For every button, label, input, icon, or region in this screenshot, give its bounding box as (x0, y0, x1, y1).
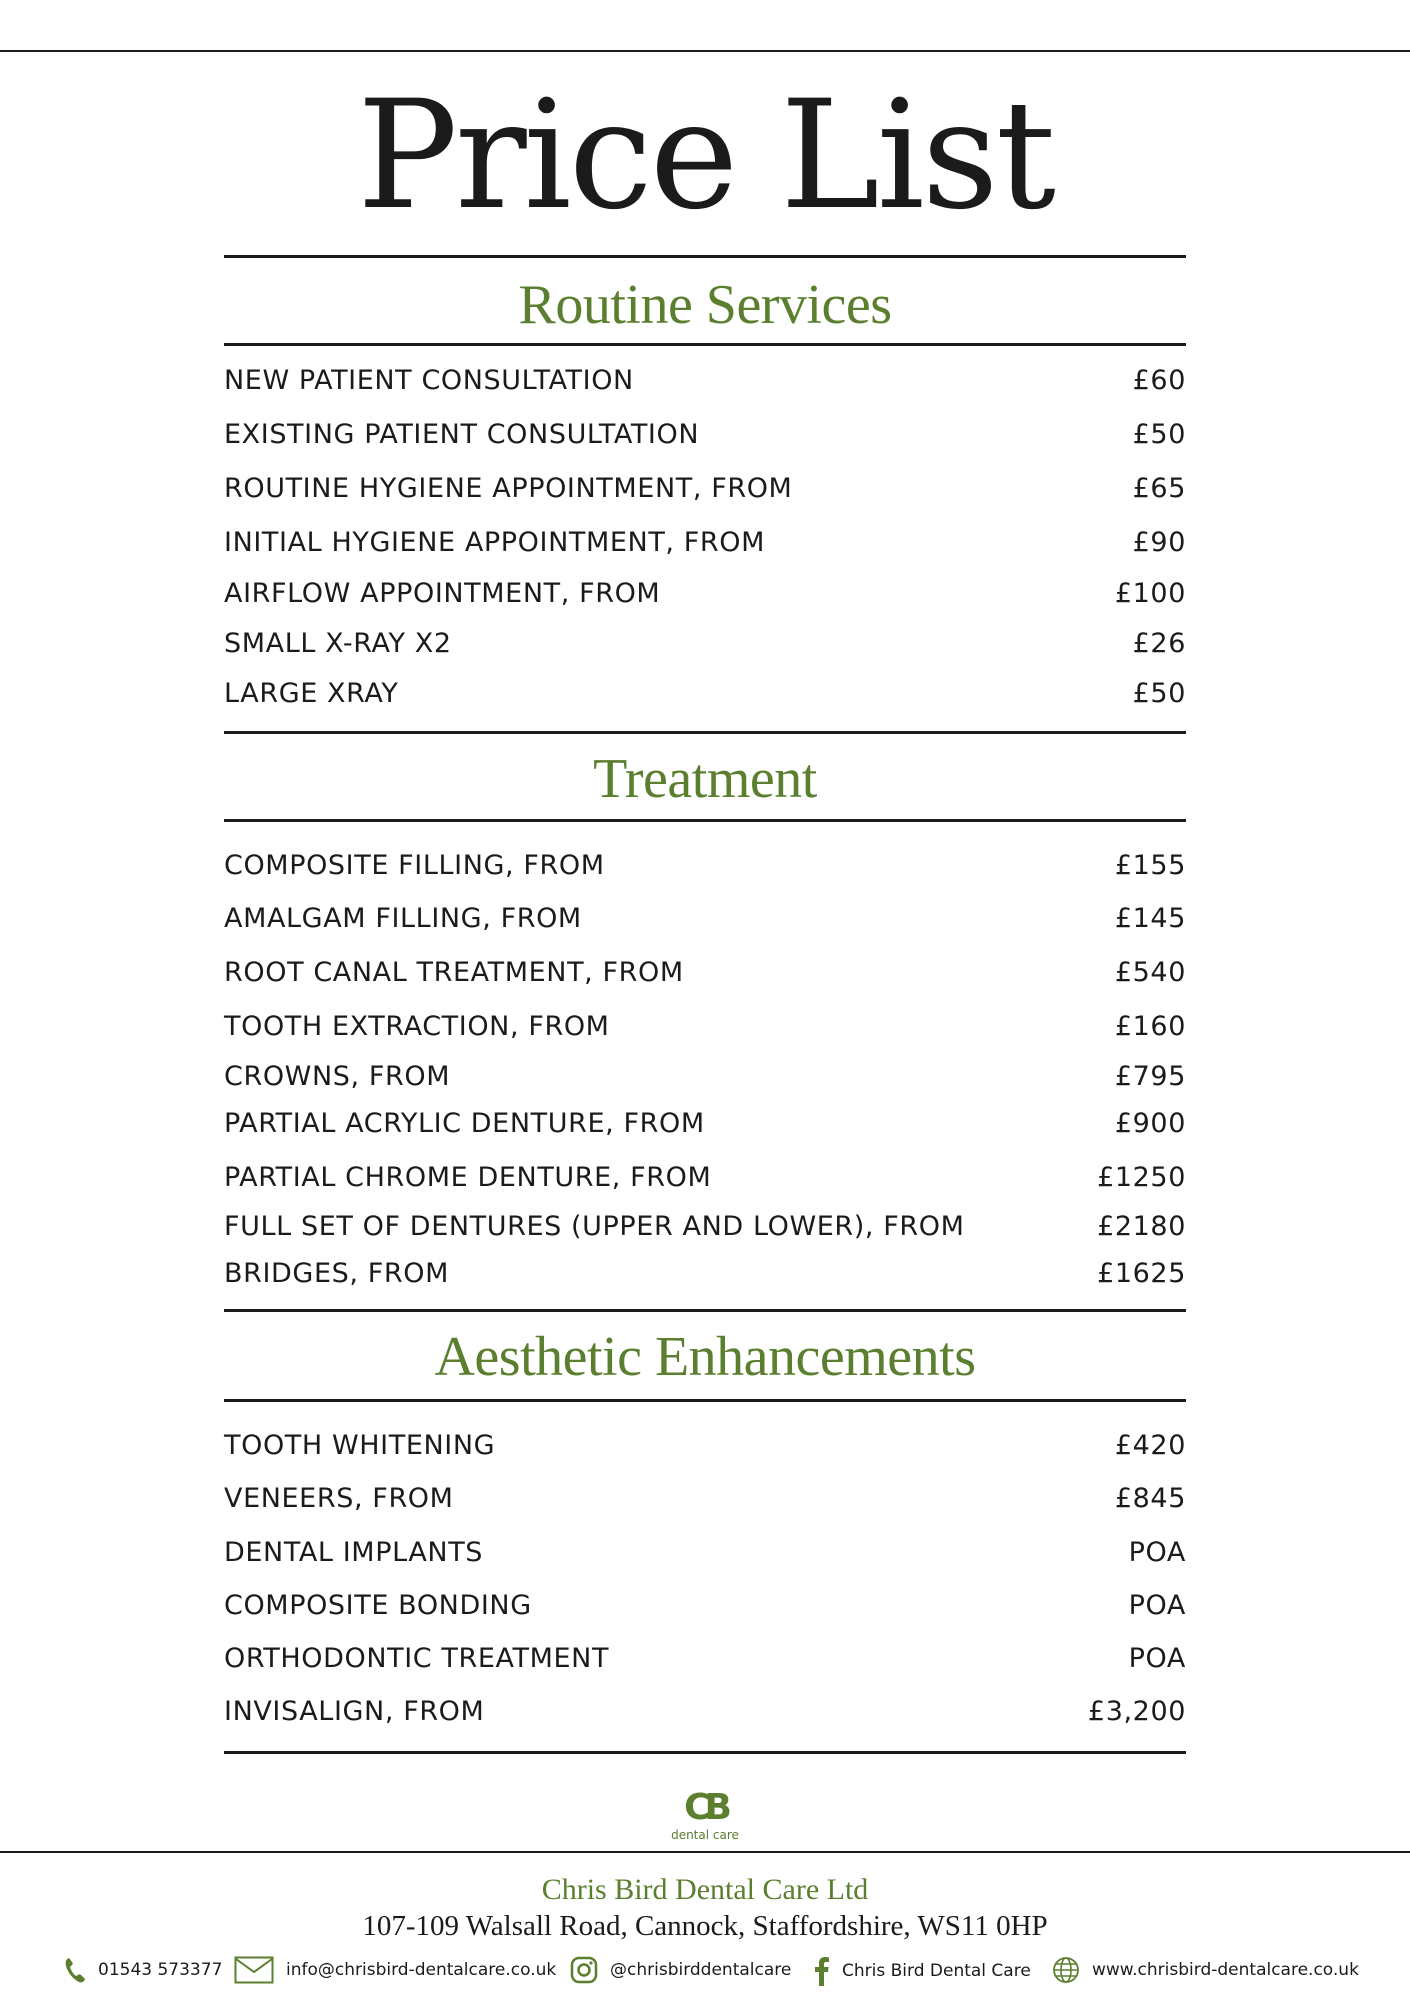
price-row (224, 1056, 1186, 1096)
price-row (224, 414, 1186, 454)
section-title-aesthetic-enhancements: Aesthetic Enhancements (434, 1326, 976, 1388)
price-row (224, 1103, 1186, 1143)
service-price: £50 (1132, 677, 1186, 709)
price-row (224, 1425, 1186, 1465)
section-divider (224, 819, 1186, 822)
phone-number: 01543 573377 (98, 1960, 223, 1980)
contact-facebook[interactable] (814, 1956, 1031, 1986)
section-divider (224, 1399, 1186, 1402)
service-name: SMALL X-RAY X2 (224, 627, 452, 659)
service-price: £100 (1114, 577, 1186, 609)
price-row (224, 1638, 1186, 1678)
facebook-page: Chris Bird Dental Care (842, 1961, 1031, 1981)
service-price: £2180 (1097, 1210, 1186, 1242)
service-price: £155 (1114, 849, 1186, 881)
service-name: TOOTH WHITENING (224, 1429, 496, 1461)
service-price: £540 (1114, 956, 1186, 988)
logo-subtitle: dental care (671, 1828, 739, 1842)
company-name: Chris Bird Dental Care Ltd (541, 1873, 869, 1906)
service-name: FULL SET OF DENTURES (UPPER AND LOWER), FROM (224, 1210, 965, 1242)
service-price: £26 (1132, 627, 1186, 659)
price-row (224, 1006, 1186, 1046)
globe-icon (1052, 1956, 1080, 1984)
top-border (0, 50, 1410, 52)
service-price: POA (1128, 1642, 1186, 1674)
price-row (224, 1532, 1186, 1572)
price-row (224, 360, 1186, 400)
service-price: £145 (1114, 902, 1186, 934)
service-name: INVISALIGN, FROM (224, 1695, 485, 1727)
service-price: POA (1128, 1536, 1186, 1568)
service-name: PARTIAL CHROME DENTURE, FROM (224, 1161, 712, 1193)
service-price: £900 (1114, 1107, 1186, 1139)
price-row (224, 1206, 1186, 1246)
price-row (224, 1691, 1186, 1731)
section-divider (224, 255, 1186, 258)
email-address: info@chrisbird-dentalcare.co.uk (286, 1960, 557, 1980)
service-price: £3,200 (1087, 1695, 1186, 1727)
service-name: PARTIAL ACRYLIC DENTURE, FROM (224, 1107, 705, 1139)
service-name: AMALGAM FILLING, FROM (224, 902, 582, 934)
service-name: COMPOSITE FILLING, FROM (224, 849, 605, 881)
service-price: £50 (1132, 418, 1186, 450)
service-name: INITIAL HYGIENE APPOINTMENT, FROM (224, 526, 766, 558)
service-price: £90 (1132, 526, 1186, 558)
instagram-handle: @chrisbirddentalcare (610, 1960, 792, 1980)
company-address: 107-109 Walsall Road, Cannock, Staffordshire, WS11 0HP (362, 1910, 1048, 1942)
contact-instagram[interactable] (570, 1956, 791, 1984)
contact-website[interactable] (1052, 1956, 1359, 1984)
mail-icon (234, 1956, 274, 1984)
service-name: ROUTINE HYGIENE APPOINTMENT, FROM (224, 472, 793, 504)
logo-mark: CB (684, 1787, 726, 1828)
service-name: DENTAL IMPLANTS (224, 1536, 484, 1568)
price-row (224, 573, 1186, 613)
instagram-icon (570, 1956, 598, 1984)
service-name: VENEERS, FROM (224, 1482, 454, 1514)
service-price: £60 (1132, 364, 1186, 396)
section-title-treatment: Treatment (593, 748, 817, 810)
service-name: CROWNS, FROM (224, 1060, 451, 1092)
phone-icon (64, 1956, 86, 1984)
price-row (224, 468, 1186, 508)
footer-divider (0, 1851, 1410, 1853)
price-row (224, 1585, 1186, 1625)
service-name: LARGE XRAY (224, 677, 399, 709)
service-price: £1250 (1097, 1161, 1186, 1193)
section-divider (224, 1751, 1186, 1754)
price-row (224, 898, 1186, 938)
price-row (224, 673, 1186, 713)
price-row (224, 623, 1186, 663)
service-price: £160 (1114, 1010, 1186, 1042)
service-price: £420 (1114, 1429, 1186, 1461)
price-row (224, 1157, 1186, 1197)
price-row (224, 1253, 1186, 1293)
service-name: AIRFLOW APPOINTMENT, FROM (224, 577, 661, 609)
service-price: £65 (1132, 472, 1186, 504)
section-title-routine-services: Routine Services (518, 274, 892, 336)
service-name: ROOT CANAL TREATMENT, FROM (224, 956, 684, 988)
section-divider (224, 343, 1186, 346)
facebook-icon (814, 1956, 830, 1986)
website-url: www.chrisbird-dentalcare.co.uk (1092, 1960, 1359, 1980)
service-name: COMPOSITE BONDING (224, 1589, 532, 1621)
service-name: ORTHODONTIC TREATMENT (224, 1642, 610, 1674)
service-price: POA (1128, 1589, 1186, 1621)
page-title: Price List (357, 69, 1053, 243)
section-divider (224, 731, 1186, 734)
service-price: £795 (1114, 1060, 1186, 1092)
service-price: £845 (1114, 1482, 1186, 1514)
price-row (224, 522, 1186, 562)
service-name: EXISTING PATIENT CONSULTATION (224, 418, 700, 450)
contact-email[interactable] (234, 1956, 556, 1984)
contact-phone[interactable] (64, 1956, 222, 1984)
service-name: NEW PATIENT CONSULTATION (224, 364, 634, 396)
logo (655, 1788, 755, 1842)
price-row (224, 1478, 1186, 1518)
section-divider (224, 1309, 1186, 1312)
service-name: TOOTH EXTRACTION, FROM (224, 1010, 610, 1042)
price-row (224, 845, 1186, 885)
price-row (224, 952, 1186, 992)
service-price: £1625 (1097, 1257, 1186, 1289)
service-name: BRIDGES, FROM (224, 1257, 449, 1289)
